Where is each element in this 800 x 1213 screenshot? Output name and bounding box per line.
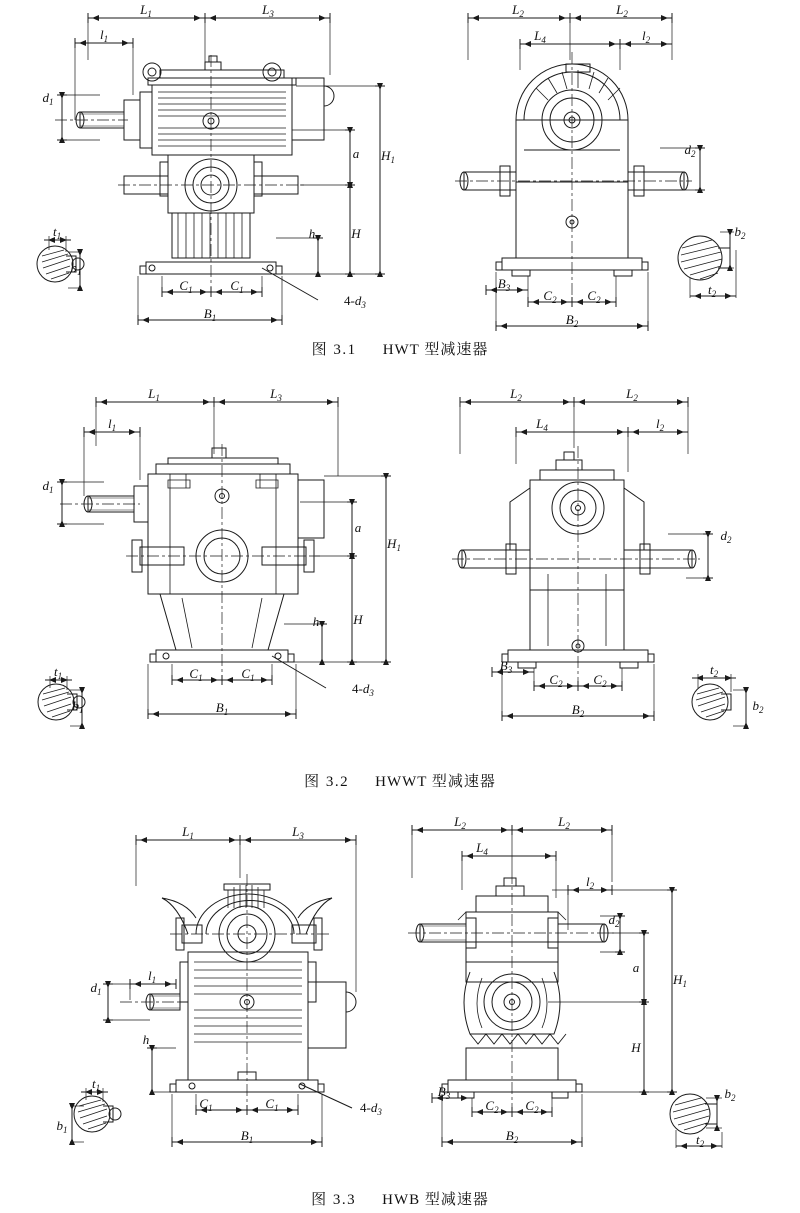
dim-label-B2: $B_2$ bbox=[571, 702, 585, 719]
dim-label-t2: $t_2$ bbox=[707, 282, 717, 299]
dim-label-t2: $t_2$ bbox=[709, 662, 719, 679]
dim-label-C1-b: $C_1$ bbox=[265, 1096, 279, 1113]
figure-3-3-caption bbox=[0, 1188, 800, 1209]
figure-3-3-title: HWB 型减速器 bbox=[382, 1192, 489, 1208]
dim-label-B2: $B_2$ bbox=[505, 1128, 519, 1145]
dim-label-L4: $L_4$ bbox=[534, 28, 546, 45]
dim-label-b1: $b_1$ bbox=[72, 698, 84, 715]
figure-3-3-number: 图 3.3 bbox=[311, 1192, 357, 1208]
figure-3-2-title: HWWT 型减速器 bbox=[375, 774, 496, 790]
dim-label-C2-a: $C_2$ bbox=[485, 1098, 499, 1115]
figure-3-1-caption bbox=[0, 338, 800, 359]
dim-label-h: h bbox=[308, 226, 316, 241]
figure-3-2-drawing bbox=[0, 384, 800, 794]
dim-label-l1: $l_1$ bbox=[107, 416, 117, 433]
dim-label-C1-a: $C_1$ bbox=[179, 278, 193, 295]
dim-label-d1: $d_1$ bbox=[90, 980, 102, 997]
figure-3-2-caption bbox=[0, 770, 800, 791]
dim-label-L2-a: $L_2$ bbox=[454, 814, 466, 831]
dim-label-C2-b: $C_2$ bbox=[593, 672, 607, 689]
dim-label-B3: $B_3$ bbox=[499, 658, 513, 675]
dim-label-d2: $d_2$ bbox=[720, 528, 732, 545]
dim-label-t1: $t_1$ bbox=[52, 224, 62, 241]
dim-label-L2-b: $L_2$ bbox=[626, 386, 638, 403]
dim-label-l1: $l_1$ bbox=[147, 968, 157, 985]
dim-label-t1: $t_1$ bbox=[91, 1076, 101, 1093]
dim-label-H: H bbox=[353, 612, 363, 627]
dim-label-L3: $L_3$ bbox=[270, 386, 282, 403]
dim-label-a: a bbox=[352, 146, 360, 161]
dim-label-H1: $H_1$ bbox=[387, 536, 401, 553]
dim-label-H: H bbox=[351, 226, 361, 241]
dim-label-L1: $L_1$ bbox=[140, 2, 152, 19]
dim-label-4-d3: $4-d_3$ bbox=[344, 293, 366, 310]
figure-3-2-number: 图 3.2 bbox=[304, 774, 350, 790]
dim-label-d1: $d_1$ bbox=[42, 90, 54, 107]
dim-label-b2: $b_2$ bbox=[752, 698, 764, 715]
dim-label-h: h bbox=[142, 1032, 150, 1047]
figure-3-1-number: 图 3.1 bbox=[311, 342, 357, 358]
figure-3-1 bbox=[0, 0, 800, 360]
dim-label-C2-b: $C_2$ bbox=[525, 1098, 539, 1115]
dim-label-C1-a: $C_1$ bbox=[199, 1096, 213, 1113]
dim-label-b2: $b_2$ bbox=[734, 224, 746, 241]
figure-3-1-drawing bbox=[0, 0, 800, 360]
dim-label-d2: $d_2$ bbox=[684, 142, 696, 159]
figure-3-2 bbox=[0, 384, 800, 794]
dim-label-C2-a: $C_2$ bbox=[549, 672, 563, 689]
dim-label-B1: $B_1$ bbox=[203, 306, 217, 323]
dim-label-L2-a: $L_2$ bbox=[512, 2, 524, 19]
dim-label-C2-a: $C_2$ bbox=[543, 288, 557, 305]
dim-label-L2-a: $L_2$ bbox=[510, 386, 522, 403]
dim-label-L3: $L_3$ bbox=[262, 2, 274, 19]
dim-label-L4: $L_4$ bbox=[476, 840, 488, 857]
dim-label-C2-b: $C_2$ bbox=[587, 288, 601, 305]
dim-label-4-d3: $4-d_3$ bbox=[352, 681, 374, 698]
dim-label-L3: $L_3$ bbox=[292, 824, 304, 841]
dim-label-L2-b: $L_2$ bbox=[558, 814, 570, 831]
dim-label-L2-b: $L_2$ bbox=[616, 2, 628, 19]
dim-label-a: a bbox=[632, 960, 640, 975]
dim-label-h: h bbox=[312, 614, 320, 629]
dim-label-t2: $t_2$ bbox=[695, 1132, 705, 1149]
dim-label-H1: $H_1$ bbox=[673, 972, 687, 989]
dim-label-l1: $l_1$ bbox=[99, 27, 109, 44]
dim-label-B3: $B_3$ bbox=[437, 1084, 451, 1101]
dim-label-a: a bbox=[354, 520, 362, 535]
dim-label-l2: $l_2$ bbox=[641, 28, 651, 45]
dim-label-L1: $L_1$ bbox=[182, 824, 194, 841]
dim-label-H: H bbox=[631, 1040, 641, 1055]
dim-label-H1: $H_1$ bbox=[381, 148, 395, 165]
dim-label-C1-b: $C_1$ bbox=[241, 666, 255, 683]
dim-label-l2: $l_2$ bbox=[585, 874, 595, 891]
dim-label-b1: $b_1$ bbox=[70, 260, 82, 277]
figure-3-3-drawing bbox=[0, 812, 800, 1212]
dim-label-t1: $t_1$ bbox=[53, 664, 63, 681]
dim-label-L1: $L_1$ bbox=[148, 386, 160, 403]
dim-label-B1: $B_1$ bbox=[240, 1128, 254, 1145]
dim-label-4-d3: $4-d_3$ bbox=[360, 1100, 382, 1117]
dim-label-C1-b: $C_1$ bbox=[230, 278, 244, 295]
dim-label-C1-a: $C_1$ bbox=[189, 666, 203, 683]
figure-3-1-title: HWT 型减速器 bbox=[382, 342, 489, 358]
figure-3-3 bbox=[0, 812, 800, 1212]
dim-label-L4: $L_4$ bbox=[536, 416, 548, 433]
dim-label-B2: $B_2$ bbox=[565, 312, 579, 329]
dim-label-l2: $l_2$ bbox=[655, 416, 665, 433]
dim-label-b1: $b_1$ bbox=[56, 1118, 68, 1135]
dim-label-d2: $d_2$ bbox=[608, 912, 620, 929]
dim-label-B3: $B_3$ bbox=[497, 276, 511, 293]
dim-label-B1: $B_1$ bbox=[215, 700, 229, 717]
dim-label-d1: $d_1$ bbox=[42, 478, 54, 495]
dim-label-b2: $b_2$ bbox=[724, 1086, 736, 1103]
